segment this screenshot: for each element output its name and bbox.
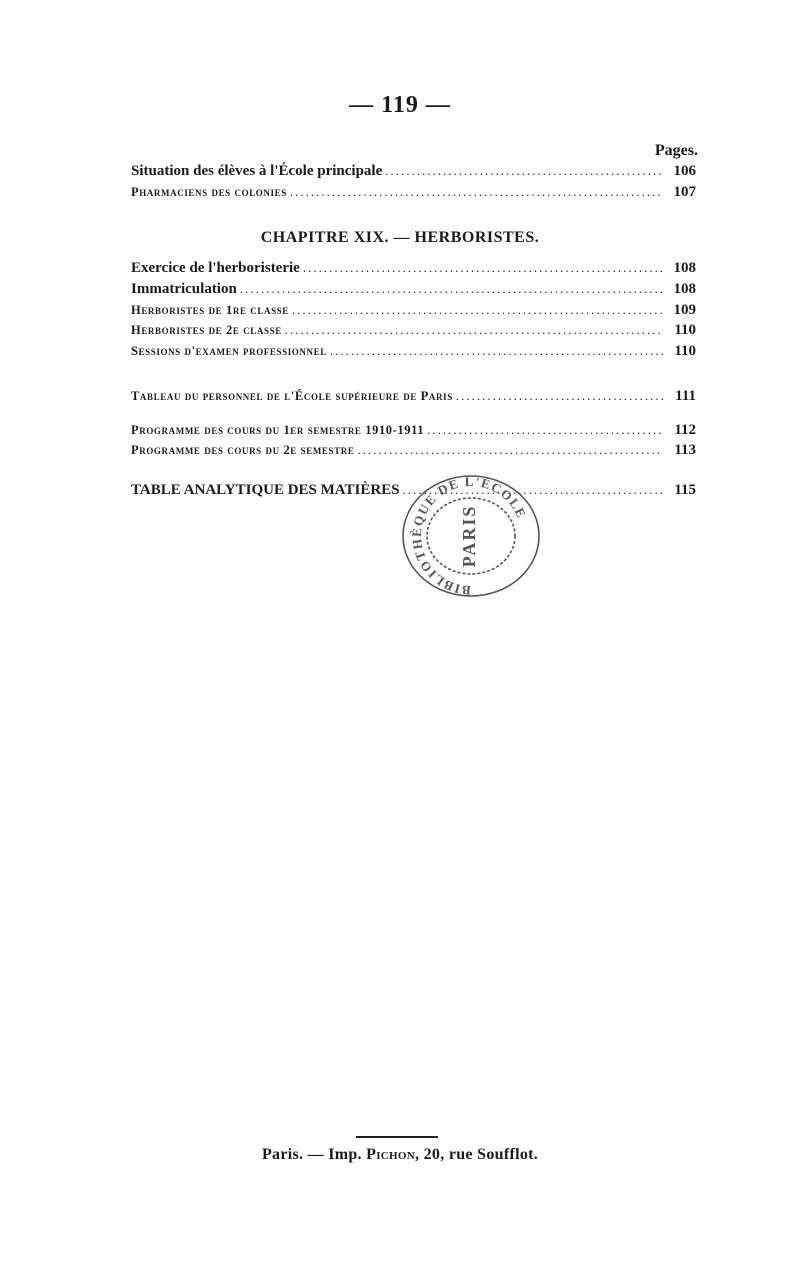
- toc-entry: [131, 442, 696, 462]
- toc-entry-page: 110: [674, 322, 696, 338]
- leader-dots: [357, 442, 663, 458]
- stamp-center-text: PARIS: [459, 504, 480, 568]
- toc-entry-page: 107: [673, 184, 696, 200]
- toc-entry-page: 113: [674, 442, 696, 458]
- imprint-suffix: , 20, rue Soufflot.: [415, 1146, 539, 1163]
- toc-entry: [131, 422, 696, 442]
- toc-entry-label: Pharmaciens des colonies: [131, 185, 287, 199]
- imprint-rule: [356, 1136, 438, 1138]
- library-stamp: [398, 474, 544, 604]
- toc-entry: [131, 163, 696, 183]
- leader-dots: [303, 260, 663, 276]
- toc-entry: [131, 281, 696, 301]
- toc-entry-label: Herboristes de 2e classe: [131, 323, 282, 337]
- leader-dots: [240, 281, 663, 297]
- toc-entry-page: 106: [673, 163, 696, 179]
- toc-entry-page: 110: [674, 343, 696, 359]
- toc-entry: [131, 388, 696, 408]
- toc-entry-label: Immatriculation: [131, 281, 237, 297]
- toc-entry: [131, 343, 696, 363]
- toc-entry-label: Sessions d'examen professionnel: [131, 344, 327, 358]
- leader-dots: [385, 163, 663, 179]
- imprint-prefix: Paris. — Imp.: [261, 1146, 367, 1163]
- toc-entry-page: 108: [673, 260, 696, 276]
- toc-entry-label: Herboristes de 1re classe: [131, 303, 289, 317]
- toc-entry: [131, 184, 696, 204]
- toc-entry-label: Programme des cours du 1er semestre 1910-1911: [131, 423, 425, 437]
- leader-dots: [427, 422, 663, 438]
- toc-entry-page: 108: [673, 281, 696, 297]
- leader-dots: [290, 184, 663, 200]
- toc-entry-label: TABLE ANALYTIQUE DES MATIÈRES: [131, 482, 400, 498]
- printer-imprint: [0, 1146, 800, 1164]
- leader-dots: [330, 343, 663, 359]
- toc-entry-label: Programme des cours du 2e semestre: [131, 443, 355, 457]
- toc-entry-label: Situation des élèves à l'École principale: [131, 163, 383, 179]
- leader-dots: [456, 388, 663, 404]
- page-number: — 119 —: [349, 92, 451, 118]
- toc-entry: [131, 322, 696, 342]
- toc-entry-page: 115: [674, 482, 696, 498]
- toc-entry: [131, 302, 696, 322]
- toc-entry-label: Tableau du personnel de l'École supérieure de Paris: [131, 389, 453, 403]
- toc-entry-label: Exercice de l'herboristerie: [131, 260, 300, 276]
- stamp-ring-text: BIBLIOTHÈQUE DE L'ÉCOLE: [408, 474, 530, 599]
- toc-entry-page: 109: [673, 302, 696, 318]
- imprint-printer: Pichon: [366, 1146, 416, 1163]
- toc-entry-page: 112: [674, 422, 696, 438]
- chapter-heading: CHAPITRE XIX. — HERBORISTES.: [260, 229, 540, 246]
- leader-dots: [285, 322, 663, 338]
- leader-dots: [292, 302, 663, 318]
- toc-entry: [131, 260, 696, 280]
- toc-entry-page: 111: [675, 388, 696, 404]
- pages-column-label: Pages.: [654, 142, 698, 159]
